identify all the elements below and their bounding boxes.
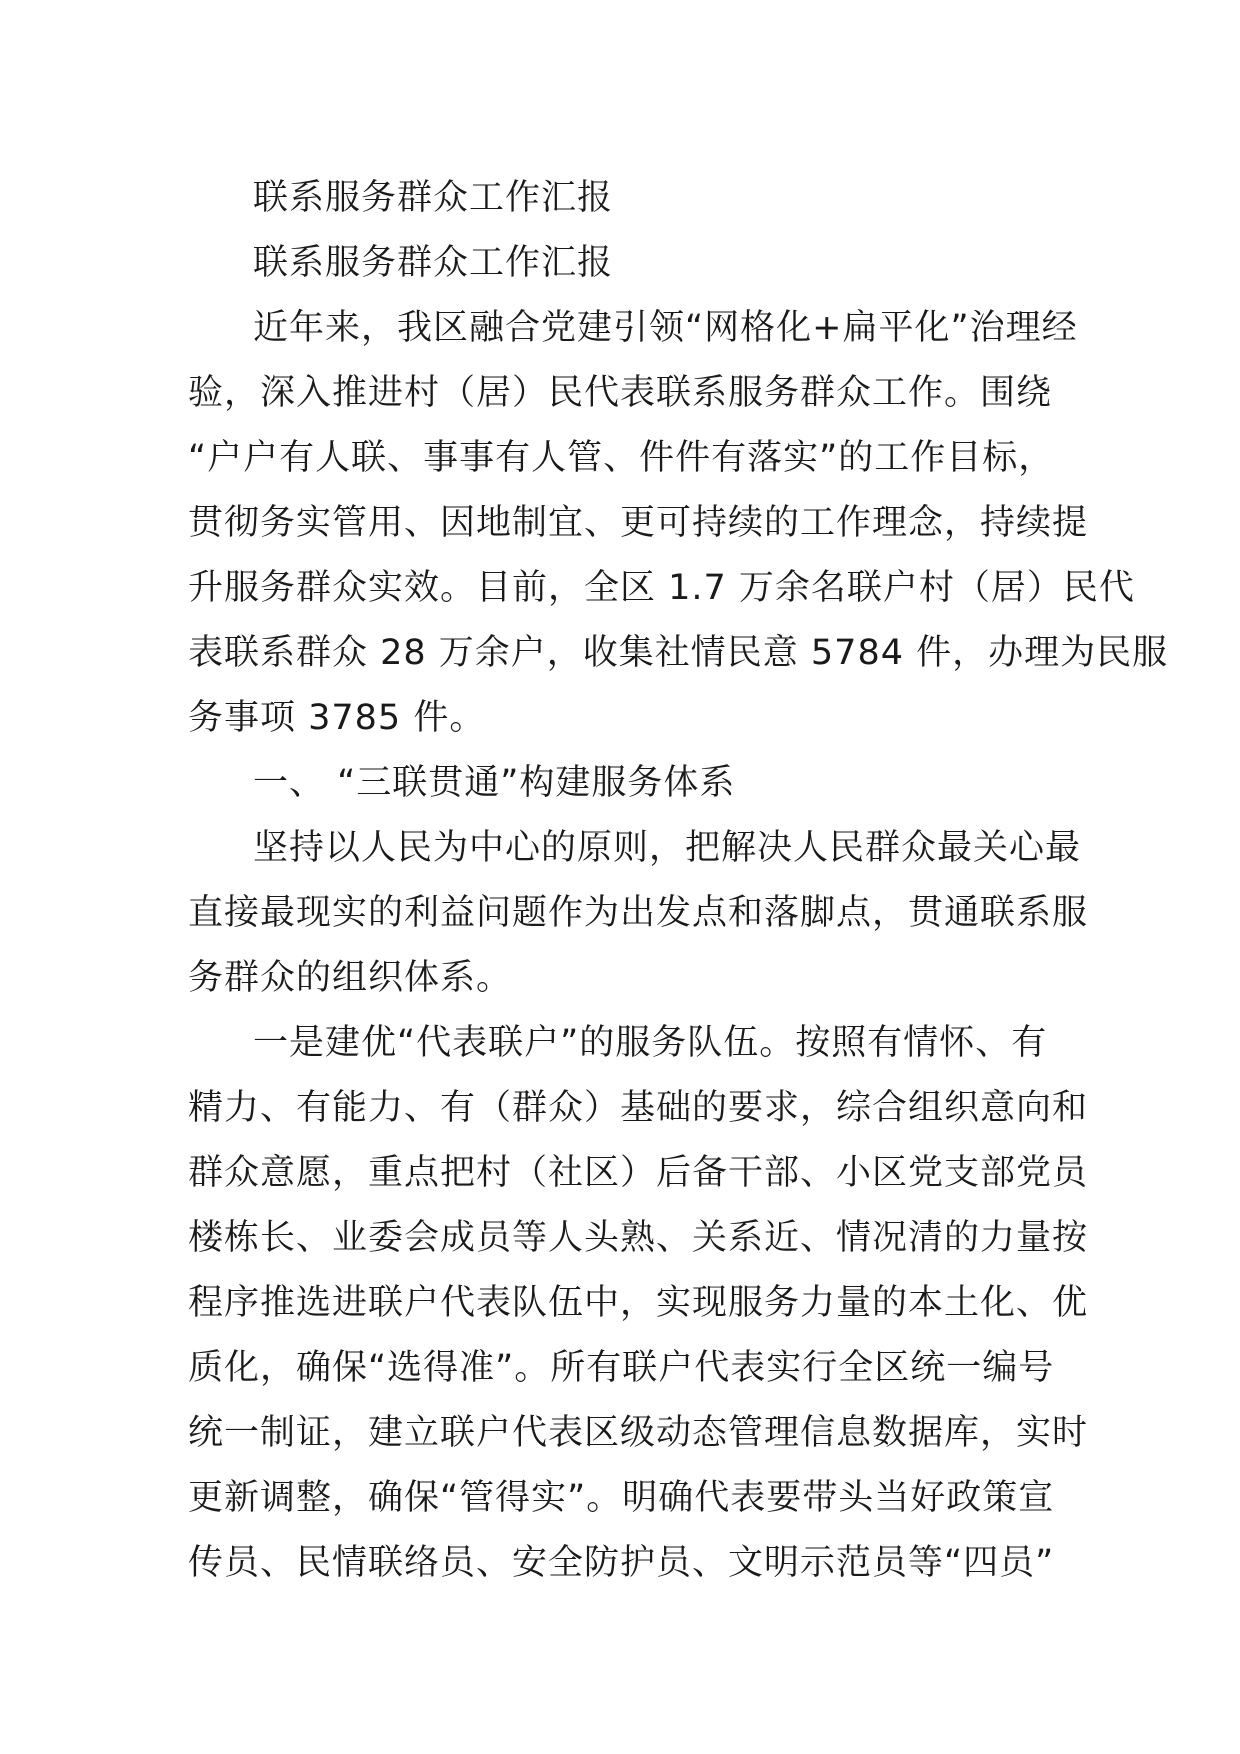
paragraph-line: 务群众的组织体系。: [188, 958, 513, 998]
document-page: [188, 166, 1169, 1596]
paragraph-line: 升服务群众实效。目前，全区 1.7 万余名联户村（居）民代: [188, 568, 1135, 608]
paragraph-intro: [188, 296, 1169, 751]
document-title: 联系服务群众工作汇报: [253, 178, 614, 218]
paragraph-service-team: [188, 1011, 1089, 1596]
paragraph-line: 坚持以人民为中心的原则，把解决人民群众最关心最: [253, 828, 1082, 868]
section-heading: 一、 “三联贯通”构建服务体系: [253, 763, 736, 803]
paragraph-line: 一是建优“代表联户”的服务队伍。按照有情怀、有: [253, 1023, 1048, 1063]
paragraph-line: 务事项 3785 件。: [188, 698, 486, 738]
paragraph-line: 传员、民情联络员、安全防护员、文明示范员等“四员”: [188, 1543, 1055, 1583]
paragraph-line: “户户有人联、事事有人管、件件有落实”的工作目标，: [188, 438, 1055, 478]
paragraph-line: 质化，确保“选得准”。所有联户代表实行全区统一编号: [188, 1348, 1055, 1388]
paragraph-line: 楼栋长、业委会成员等人头熟、关系近、情况清的力量按: [188, 1218, 1089, 1258]
paragraph-line: 群众意愿，重点把村（社区）后备干部、小区党支部党员: [188, 1153, 1089, 1193]
document-title-repeat: 联系服务群众工作汇报: [253, 243, 614, 283]
paragraph-line: 更新调整，确保“管得实”。明确代表要带头当好政策宣: [188, 1478, 1055, 1518]
paragraph-line: 程序推选进联户代表队伍中，实现服务力量的本土化、优: [188, 1283, 1089, 1323]
paragraph-line: 近年来，我区融合党建引领“网格化+扁平化”治理经: [253, 308, 1078, 348]
paragraph-line: 统一制证，建立联户代表区级动态管理信息数据库，实时: [188, 1413, 1089, 1453]
paragraph-line: 验，深入推进村（居）民代表联系服务群众工作。围绕: [188, 373, 1053, 413]
paragraph-line: 贯彻务实管用、因地制宜、更可持续的工作理念，持续提: [188, 503, 1089, 543]
paragraph-principle: [188, 816, 1089, 1011]
paragraph-line: 表联系群众 28 万余户，收集社情民意 5784 件，办理为民服: [188, 633, 1169, 673]
paragraph-line: 直接最现实的利益问题作为出发点和落脚点，贯通联系服: [188, 893, 1089, 933]
paragraph-line: 精力、有能力、有（群众）基础的要求，综合组织意向和: [188, 1088, 1089, 1128]
